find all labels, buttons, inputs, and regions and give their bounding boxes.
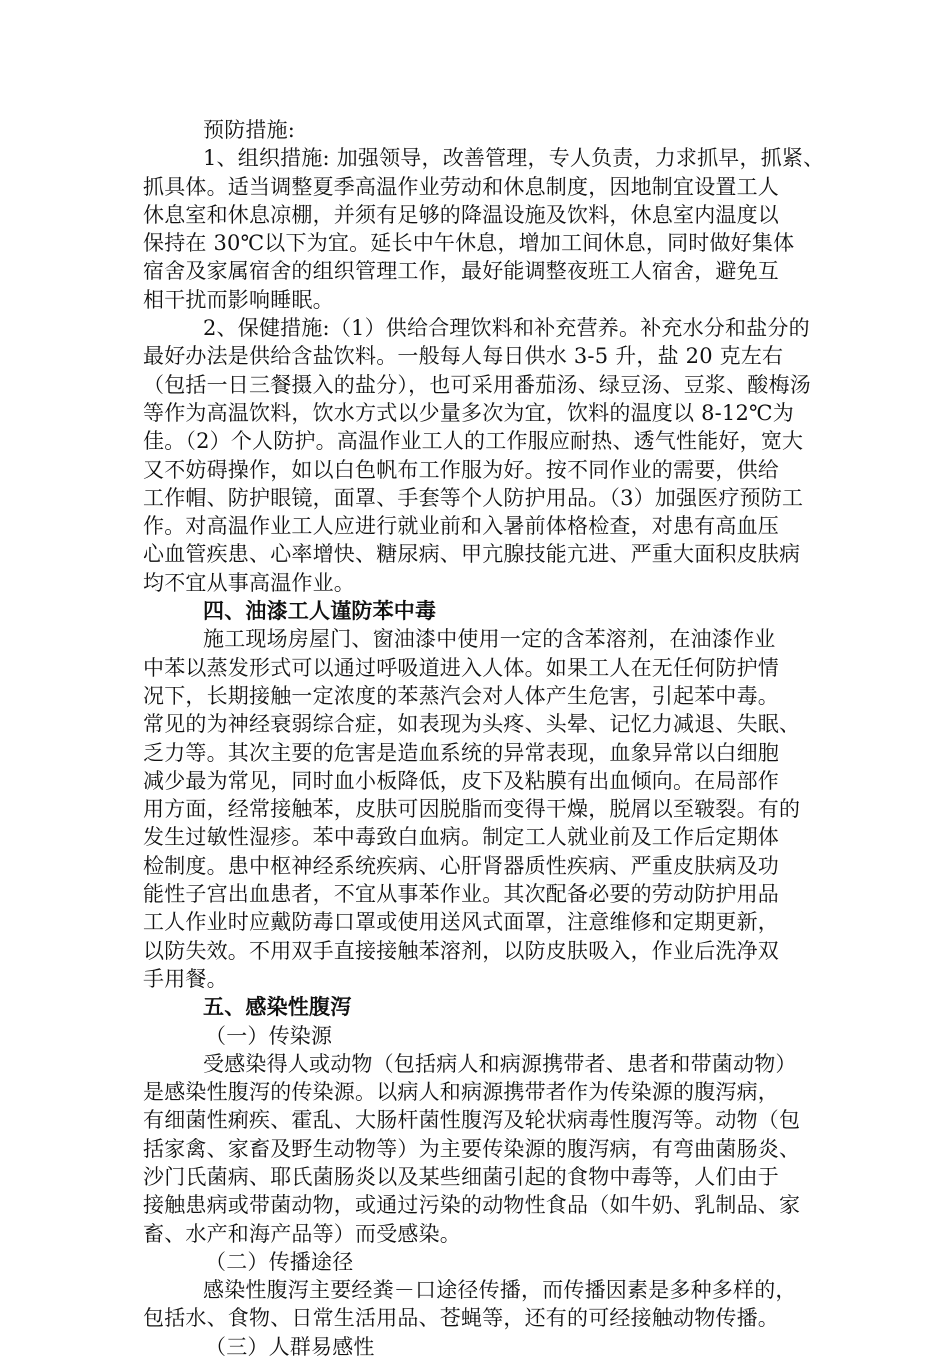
document-body (143, 116, 825, 1361)
text-line: （三）人群易感性 (205, 1334, 375, 1359)
text-line: 沙门氏菌病、耶氏菌肠炎以及某些细菌引起的食物中毒等，人们由于 (143, 1164, 779, 1189)
text-line: 工人作业时应戴防毒口罩或使用送风式面罩，注意维修和定期更新， (143, 910, 779, 935)
text-line: 最好办法是供给含盐饮料。一般每人每日供水 3-5 升，盐 20 克左右 (143, 344, 784, 369)
text-line: 心血管疾患、心率增快、糖尿病、甲亢腺技能亢进、严重大面积皮肤病 (143, 542, 801, 567)
section-heading: 四、油漆工人谨防苯中毒 (203, 598, 437, 624)
text-line: 接触患病或带菌动物，或通过污染的动物性食品（如牛奶、乳制品、家 (143, 1193, 801, 1218)
text-line: 况下，长期接触一定浓度的苯蒸汽会对人体产生危害，引起苯中毒。 (143, 683, 779, 708)
text-line: 常见的为神经衰弱综合症，如表现为头疼、头晕、记忆力减退、失眠、 (143, 712, 801, 737)
text-line: 手用餐。 (143, 966, 228, 991)
text-line: 作。对高温作业工人应进行就业前和入暑前体格检查，对患有高血压 (143, 514, 779, 539)
text-line: 休息室和休息凉棚，并须有足够的降温设施及饮料，休息室内温度以 (143, 202, 779, 227)
text-line: 发生过敏性湿疹。苯中毒致白血病。制定工人就业前及工作后定期体 (143, 825, 779, 850)
text-line: 1、组织措施: 加强领导，改善管理，专人负责，力求抓早，抓紧、 (203, 146, 825, 171)
section-heading: 五、感染性腹泻 (203, 994, 352, 1020)
text-line: 以防失效。不用双手直接接触苯溶剂，以防皮肤吸入，作业后洗净双 (143, 938, 779, 963)
text-line: 能性子宫出血患者，不宜从事苯作业。其次配备必要的劳动防护用品 (143, 882, 779, 907)
text-line: 中苯以蒸发形式可以通过呼吸道进入人体。如果工人在无任何防护情 (143, 655, 779, 680)
text-line: 抓具体。适当调整夏季高温作业劳动和休息制度，因地制宜设置工人 (143, 174, 779, 199)
text-line: （包括一日三餐摄入的盐分），也可采用番茄汤、绿豆汤、豆浆、酸梅汤 (143, 372, 811, 397)
text-line: 受感染得人或动物（包括病人和病源携带者、患者和带菌动物） (203, 1051, 797, 1076)
text-line: 等作为高温饮料，饮水方式以少量多次为宜，饮料的温度以 8-12℃为 (143, 400, 794, 425)
text-line: 工作帽、防护眼镜，面罩、手套等个人防护用品。（3）加强医疗预防工 (143, 485, 804, 510)
text-line: 减少最为常见，同时血小板降低，皮下及粘膜有出血倾向。在局部作 (143, 768, 779, 793)
text-line: 包括水、食物、日常生活用品、苍蝇等，还有的可经接触动物传播。 (143, 1306, 779, 1331)
text-line: 是感染性腹泻的传染源。以病人和病源携带者作为传染源的腹泻病， (143, 1080, 779, 1105)
text-line: 用方面，经常接触苯，皮肤可因脱脂而变得干燥，脱屑以至皲裂。有的 (143, 797, 801, 822)
text-line: 检制度。患中枢神经系统疾病、心肝肾器质性疾病、严重皮肤病及功 (143, 853, 779, 878)
text-line: 保持在 30℃以下为宜。延长中午休息，增加工间休息，同时做好集体 (143, 231, 795, 256)
text-line: 预防措施: (203, 118, 296, 142)
text-line: 又不妨碍操作，如以白色帆布工作服为好。按不同作业的需要，供给 (143, 457, 779, 482)
text-line: 施工现场房屋门、窗油漆中使用一定的含苯溶剂，在油漆作业 (203, 627, 776, 652)
text-line: 有细菌性痢疾、霍乱、大肠杆菌性腹泻及轮状病毒性腹泻等。动物（包 (143, 1108, 801, 1133)
text-line: 相干扰而影响睡眠。 (143, 287, 334, 312)
text-line: 感染性腹泻主要经粪－口途径传播，而传播因素是多种多样的， (203, 1278, 797, 1303)
text-line: （一）传染源 (205, 1023, 333, 1048)
text-line: 2、保健措施:（1）供给合理饮料和补充营养。补充水分和盐分的 (203, 316, 810, 341)
text-line: 畜、水产和海产品等）而受感染。 (143, 1221, 461, 1246)
text-line: 乏力等。其次主要的危害是造血系统的异常表现，血象异常以白细胞 (143, 740, 779, 765)
text-line: 佳。（2）个人防护。高温作业工人的工作服应耐热、透气性能好，宽大 (143, 429, 804, 454)
text-line: 宿舍及家属宿舍的组织管理工作，最好能调整夜班工人宿舍，避免互 (143, 259, 779, 284)
text-line: 括家禽、家畜及野生动物等）为主要传染源的腹泻病，有弯曲菌肠炎、 (143, 1136, 801, 1161)
text-line: （二）传播途径 (205, 1249, 354, 1274)
text-line: 均不宜从事高温作业。 (143, 570, 355, 595)
